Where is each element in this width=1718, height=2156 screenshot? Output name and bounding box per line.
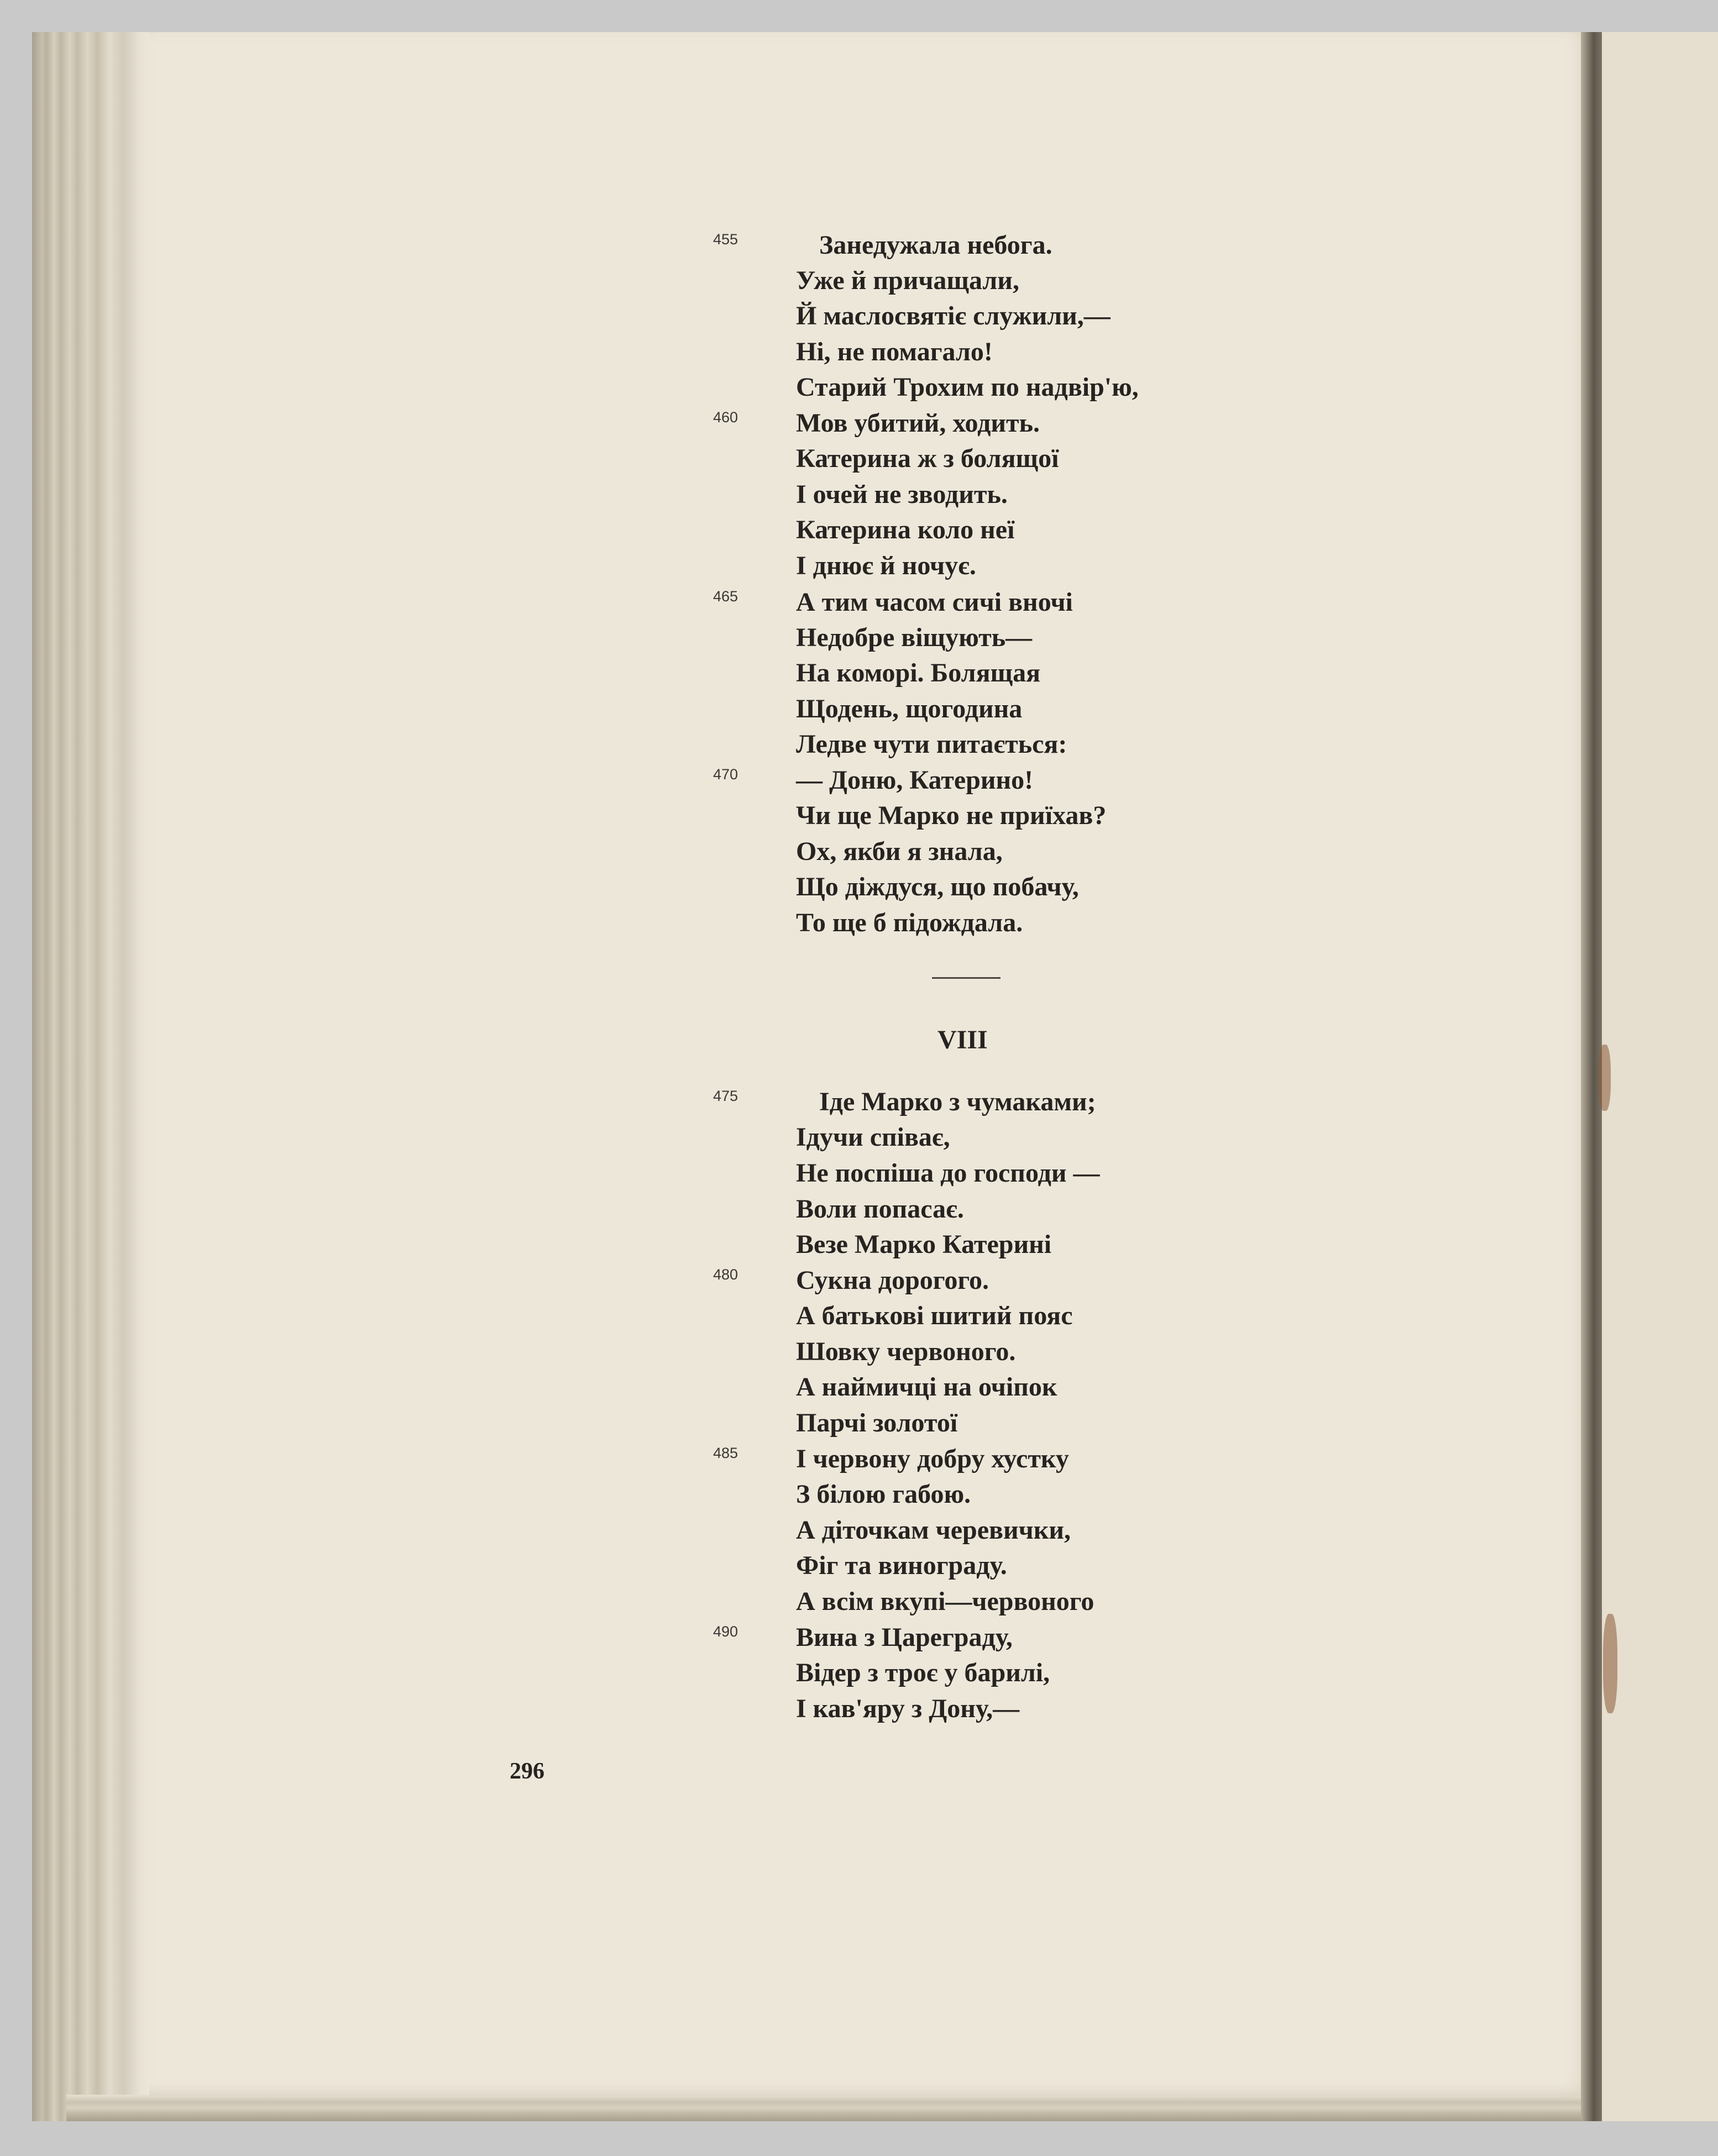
verse-line: А наймичці на очіпок [796,1372,1057,1402]
verse-line: Катерина коло неї [796,515,1015,544]
section-heading: VIII [937,1025,988,1055]
verse-line: І кав'яру з Дону,— [796,1694,1020,1723]
line-number: 460 [713,409,738,426]
foxing-stain [1599,1045,1611,1111]
verse-line: І днює й ночує. [796,551,976,580]
line-number: 455 [713,231,738,248]
line-number: 490 [713,1623,738,1640]
verse-line: Іде Марко з чумаками; [819,1087,1096,1116]
line-number: 475 [713,1088,738,1104]
verse-line: А всім вкупі—червоного [796,1587,1094,1616]
verse-line: Недобре віщують— [796,623,1033,652]
verse-line: А батькові шитий пояс [796,1301,1073,1330]
verse-line: Ні, не помагало! [796,337,993,366]
verse-line: Старий Трохим по надвір'ю, [796,373,1139,402]
verse-line: Чи ще Марко не приїхав? [796,801,1107,830]
verse-line: То ще б підождала. [796,908,1023,937]
line-number: 480 [713,1266,738,1283]
verse-line: Й маслосвятіє служили,— [796,301,1111,331]
verse-line: Щодень, щогодина [796,694,1023,723]
verse-line: Ідучи співає, [796,1122,950,1152]
foxing-stain [1603,1614,1617,1713]
verse-line: — Доню, Катерино! [796,765,1034,795]
verse-line: Сукна дорогого. [796,1266,989,1295]
verse-line: Ох, якби я знала, [796,837,1003,866]
section-divider [932,977,1001,979]
verse-line: А тим часом сичі вночі [796,587,1073,617]
verse-line: Парчі золотої [796,1408,958,1438]
verse-line: Фіг та винограду. [796,1551,1007,1580]
book-page-edges [32,32,151,2121]
verse-line: Не поспіша до господи — [796,1158,1100,1188]
verse-line: Вина з Цареграду, [796,1623,1013,1652]
verse-line: Катерина ж з болящої [796,444,1059,473]
facing-page [1602,32,1718,2121]
verse-line: Ледве чути питається: [796,730,1067,759]
verse-line: Що діждуся, що побачу, [796,872,1079,901]
line-number: 485 [713,1445,738,1461]
verse-line: Шовку червоного. [796,1337,1016,1366]
verse-line: І червону добру хустку [796,1444,1069,1473]
verse-line: І очей не зводить. [796,480,1008,509]
verse-line: А діточкам черевички, [796,1515,1071,1545]
verse-line: Занедужала небога. [819,230,1052,260]
line-number: 465 [713,588,738,605]
line-number: 470 [713,766,738,783]
verse-line: Відер з троє у барилі, [796,1658,1050,1687]
verse-line: Уже й причащали, [796,266,1019,295]
page-number: 296 [510,1759,544,1784]
verse-line: З білою габою. [796,1480,971,1509]
verse-line: Везе Марко Катерині [796,1230,1052,1259]
verse-line: На коморі. Болящая [796,658,1041,688]
verse-line: Воли попасає. [796,1194,964,1224]
book-bottom-edges [66,2095,1592,2121]
verse-line: Мов убитий, ходить. [796,408,1040,438]
